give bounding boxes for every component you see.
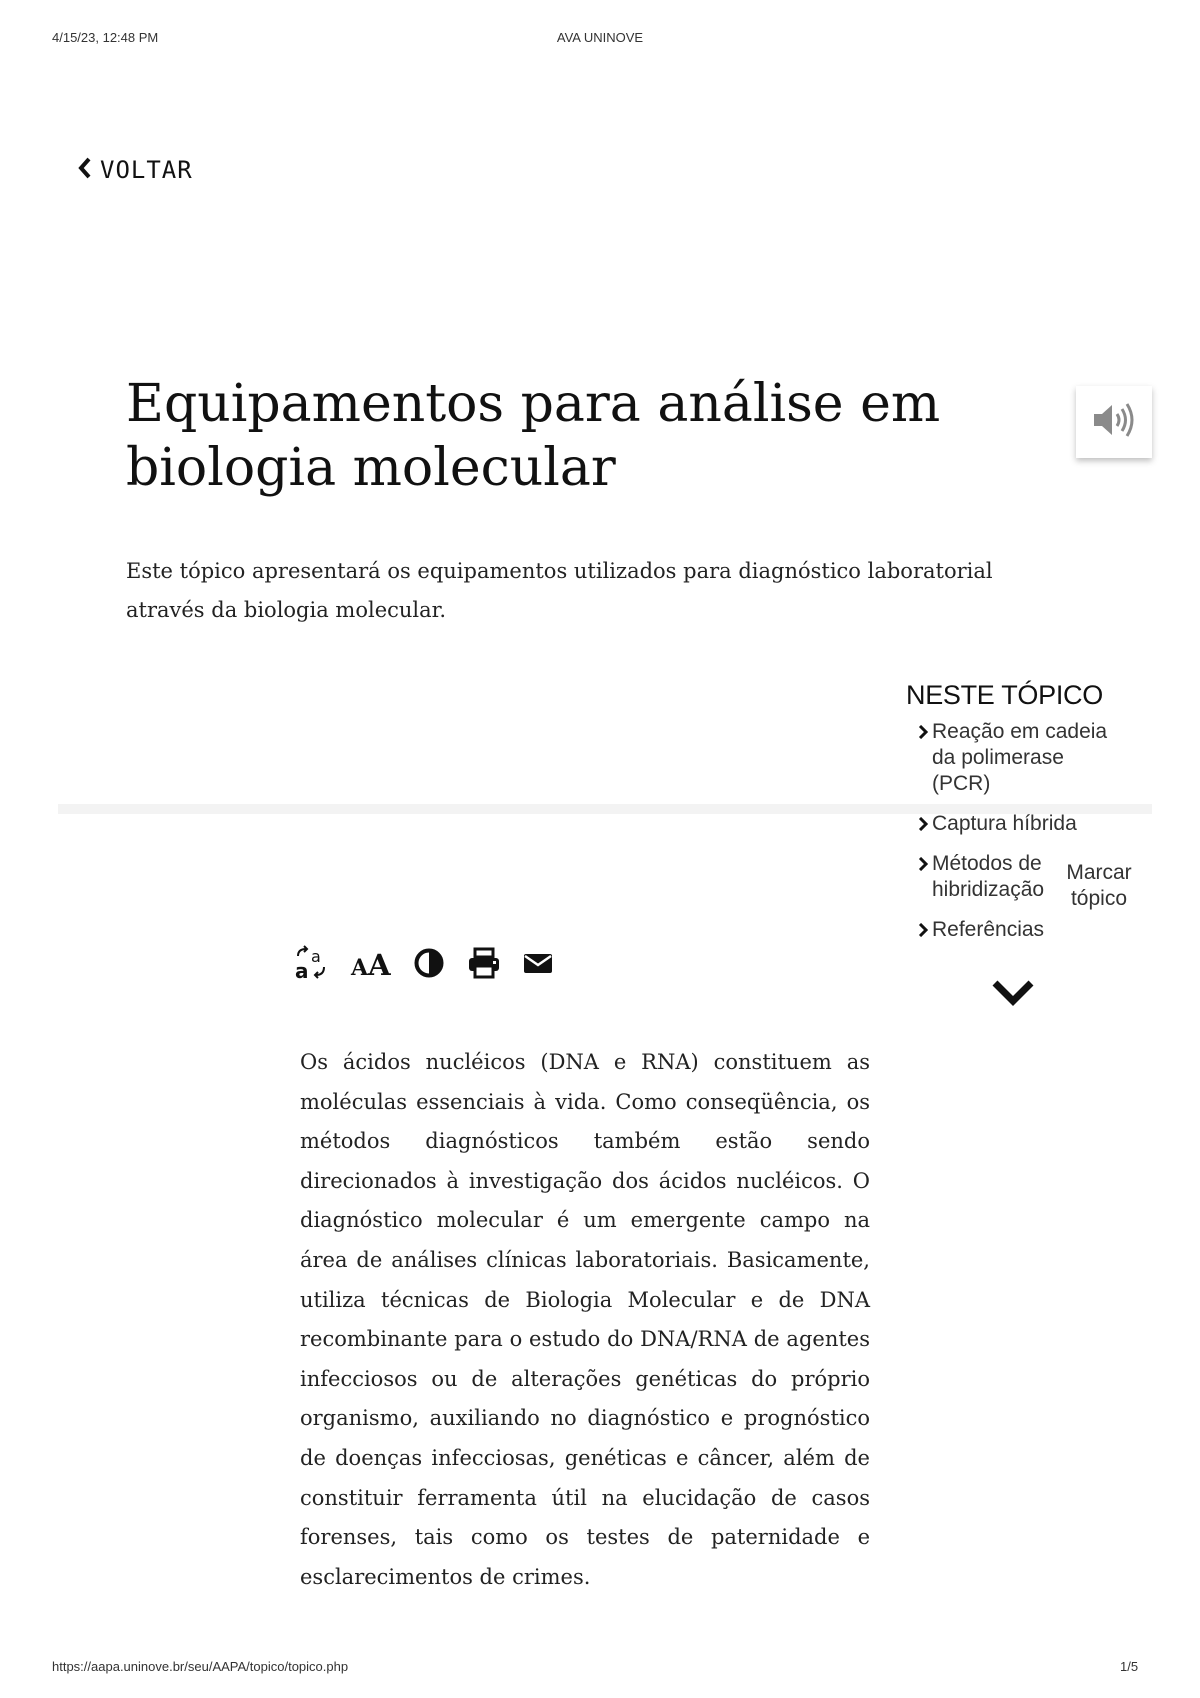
chevron-right-icon bbox=[918, 719, 932, 745]
svg-text:a: a bbox=[311, 946, 321, 966]
print-icon bbox=[467, 947, 501, 984]
print-button[interactable] bbox=[467, 945, 501, 985]
toc-item-label: Referências bbox=[932, 918, 1045, 941]
font-size-button[interactable] bbox=[351, 945, 391, 985]
topic-lead: Este tópico apresentará os equipamentos utilizados para diagnóstico laboratorial através da biologia molecular. bbox=[126, 559, 993, 622]
toc-heading: NESTE TÓPICO bbox=[906, 680, 1103, 710]
chevron-left-icon bbox=[78, 157, 92, 184]
toc-item-captura-hibrida[interactable] bbox=[918, 811, 1128, 837]
translate-icon bbox=[293, 945, 329, 986]
svg-text:a: a bbox=[295, 958, 309, 981]
accessibility-toolbar bbox=[293, 945, 553, 985]
toc-item-pcr[interactable] bbox=[918, 719, 1128, 797]
print-page-number: 1/5 bbox=[1120, 1659, 1139, 1674]
back-label: VOLTAR bbox=[100, 156, 193, 184]
contrast-button[interactable] bbox=[413, 945, 445, 985]
speaker-icon bbox=[1090, 400, 1138, 445]
font-size-big-label: A bbox=[368, 948, 391, 982]
toc-item-label: Reação em cadeia da polimerase (PCR) bbox=[932, 720, 1108, 795]
toc-item-label: Captura híbrida bbox=[932, 812, 1077, 835]
audio-button[interactable] bbox=[1076, 386, 1152, 458]
topic-toc bbox=[906, 680, 1156, 957]
chevron-down-icon bbox=[990, 996, 1036, 1013]
email-button[interactable] bbox=[523, 945, 553, 985]
font-size-small-label: A bbox=[351, 955, 369, 981]
translate-button[interactable] bbox=[293, 945, 329, 985]
chevron-right-icon bbox=[918, 851, 932, 877]
mark-topic-button[interactable]: Marcar tópico bbox=[1066, 861, 1132, 910]
print-site-title: AVA UNINOVE bbox=[556, 30, 644, 45]
font-size-icon bbox=[351, 948, 391, 982]
back-button[interactable] bbox=[78, 156, 193, 184]
print-datetime: 4/15/23, 12:48 PM bbox=[52, 30, 159, 45]
print-url: https://aapa.uninove.br/seu/AAPA/topico/topico.php bbox=[52, 1659, 349, 1674]
topic-body-paragraph: Os ácidos nucléicos (DNA e RNA) constituem as moléculas essenciais à vida. Como conseqüência, os métodos diagnósticos também estão sendo direcionados à investigação dos ácidos nucléicos. O diagnóstico molecular é um emergente campo na área de análises clínicas laboratoriais. Basicamente, utiliza técnicas de Biologia Molecular e de DNA recombinante para o estudo do DNA/RNA de agentes infecciosos ou de alterações genéticas do próprio organismo, auxiliando no diagnóstico e prognóstico de doenças infecciosas, genéticas e câncer, além de constituir ferramenta útil na elucidação de casos forenses, tais como os testes de paternidade e esclarecimentos de crimes. bbox=[300, 1050, 870, 1589]
chevron-right-icon bbox=[918, 811, 932, 837]
toc-item-referencias[interactable] bbox=[918, 917, 1128, 943]
chevron-right-icon bbox=[918, 917, 932, 943]
toc-item-metodos-hibridizacao[interactable] bbox=[918, 851, 1048, 903]
email-icon bbox=[523, 951, 553, 980]
toc-item-label: Métodos de hibridização bbox=[932, 852, 1045, 901]
contrast-icon bbox=[413, 947, 445, 984]
toc-expand-button[interactable] bbox=[990, 975, 1036, 1009]
topic-title: Equipamentos para análise em biologia molecular bbox=[126, 374, 941, 498]
